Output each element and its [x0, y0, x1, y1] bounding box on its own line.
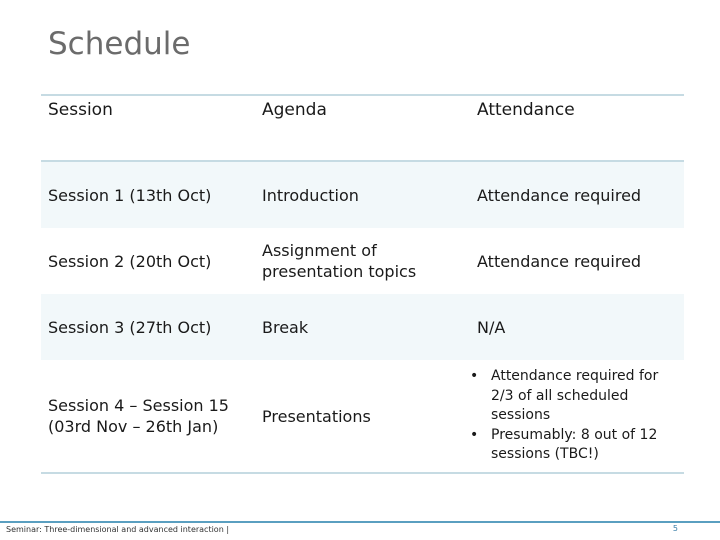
schedule-table — [41, 94, 684, 474]
page-number: 5 — [672, 524, 678, 533]
agenda-cell: Break — [262, 317, 309, 337]
bullet-icon: • — [470, 426, 479, 443]
bullet-icon: • — [470, 368, 479, 385]
header-attendance: Attendance — [477, 100, 575, 120]
attendance-cell: N/A — [477, 317, 506, 337]
attendance-cell: Attendance required — [477, 251, 642, 271]
agenda-text: Assignment of presentation topics — [262, 241, 417, 281]
table-row — [41, 162, 684, 228]
footer-divider — [0, 521, 720, 523]
table-header-row — [41, 96, 684, 162]
bullet-item — [470, 426, 684, 465]
session-cell: Session 3 (27th Oct) — [48, 317, 212, 337]
bullet-text: Presumably: 8 out of 12 sessions (TBC!) — [491, 426, 658, 463]
session-cell — [41, 360, 255, 472]
bullet-item — [470, 367, 684, 426]
agenda-cell: Introduction — [262, 185, 359, 205]
session-cell: Session 2 (20th Oct) — [48, 251, 212, 271]
attendance-bullet-list — [470, 367, 684, 465]
attendance-cell — [470, 360, 684, 472]
header-session: Session — [48, 100, 113, 120]
footer-text: Seminar: Three-dimensional and advanced interaction | — [6, 525, 230, 534]
slide-title: Schedule — [48, 26, 191, 62]
table-row — [41, 360, 684, 472]
bullet-text: Attendance required for 2/3 of all scheduled sessions — [491, 368, 659, 424]
table-row — [41, 294, 684, 360]
agenda-cell: Presentations — [262, 406, 371, 426]
attendance-cell: Attendance required — [477, 185, 642, 205]
header-agenda: Agenda — [262, 100, 327, 120]
table-row — [41, 228, 684, 294]
agenda-cell — [255, 228, 470, 294]
session-text: Session 4 – Session 15 (03rd Nov – 26th Jan) — [48, 396, 229, 436]
session-cell: Session 1 (13th Oct) — [48, 185, 212, 205]
